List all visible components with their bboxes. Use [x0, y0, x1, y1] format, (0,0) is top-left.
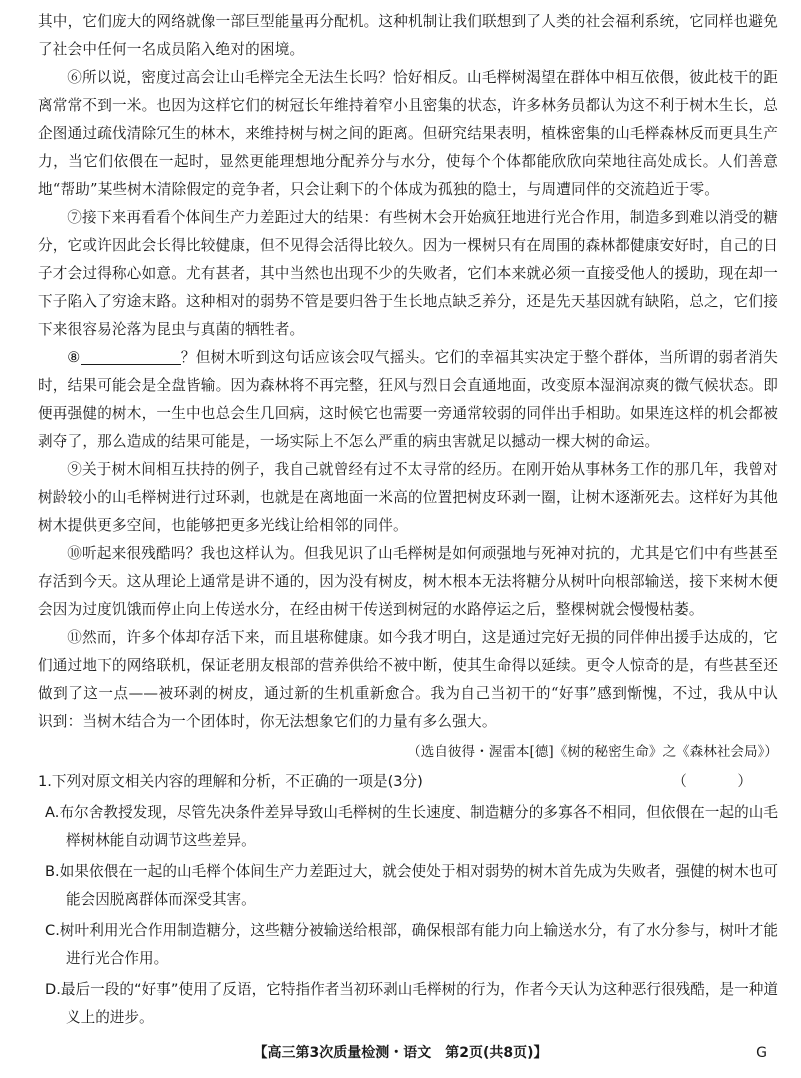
version-code: G — [756, 1045, 767, 1061]
paragraph-8-number: ⑧ — [67, 349, 81, 366]
paragraph-8-text: ？但树木听到这句话应该会叹气摇头。它们的幸福其实决定于整个群体，当所谓的弱者消失时，结果可能会是全盘皆输。因为森林将不再完整，狂风与烈日会直通地面，改变原本湿润凉爽的微气候状态。即便再强健的树木，一生中也总会生几回病，这时候它也需要一旁通常较弱的同伴出手相助。如果连这样的机会都被剥夺了，那么造成的结果可能是，一场实际上不怎么严重的病虫害就足以撼动一棵大树的命运。 — [38, 349, 778, 450]
option-b: B.如果依偎在一起的山毛榉个体间生产力差距过大，就会使处于相对弱势的树木首先成为失败者，强健的树木也可能会因脱离群体而深受其害。 — [45, 863, 778, 908]
page-footer — [0, 1041, 801, 1065]
footer-title: 【高三第3次质量检测・语文 第2页(共8页)】 — [253, 1045, 548, 1061]
paragraph-9: ⑨关于树木间相互扶持的例子，我自己就曾经有过不太寻常的经历。在刚开始从事林务工作的那几年，我曾对树龄较小的山毛榉树进行过环剥，也就是在离地面一米高的位置把树皮环剥一圈，让树木逐渐死去。这样好为其他树木提供更多空间，也能够把更多光线让给相邻的同伴。 — [38, 461, 778, 534]
option-c: C.树叶利用光合作用制造糖分，这些糖分被输送给根部，确保根部有能力向上输送水分，有了水分参与，树叶才能进行光合作用。 — [45, 922, 778, 967]
paragraph-11: ⑪然而，许多个体却存活下来，而且堪称健康。如今我才明白，这是通过完好无损的同伴伸出援手达成的，它们通过地下的网络联机，保证老朋友根部的营养供给不被中断，使其生命得以延续。更令人惊奇的是，有些甚至还做到了这一点——被环剥的树皮，通过新的生机重新愈合。我为自己当初干的“好事”感到惭愧，不过，我从中认识到：当树木结合为一个团体时，你无法想象它们的力量有多么强大。 — [38, 629, 778, 730]
paragraph-10: ⑩听起来很残酷吗？我也这样认为。但我见识了山毛榉树是如何顽强地与死神对抗的，尤其是它们中有些甚至存活到今天。这从理论上通常是讲不通的，因为没有树皮，树木根本无法将糖分从树叶向根部输送，接下来树木便会因为过度饥饿而停止向上传送水分，在经由树干传送到树冠的水路停运之后，整棵树就会慢慢枯萎。 — [38, 545, 778, 618]
source-citation: （选自彼得・渥雷本[德]《树的秘密生命》之《森林社会局》） — [407, 744, 778, 760]
answer-parentheses[interactable]: （ ） — [672, 773, 770, 790]
fill-in-blank[interactable] — [81, 346, 181, 365]
paragraph-8 — [38, 344, 778, 456]
question-1 — [38, 768, 778, 796]
option-a: A.布尔舍教授发现，尽管先决条件差异导致山毛榉树的生长速度、制造糖分的多寡各不相同，但依偎在一起的山毛榉树林能自动调节这些差异。 — [45, 804, 778, 849]
passage-content — [38, 8, 778, 1032]
paragraph-7: ⑦接下来再看看个体间生产力差距过大的结果：有些树木会开始疯狂地进行光合作用，制造多到难以消受的糖分，它或许因此会长得比较健康，但不见得会活得比较久。因为一棵树只有在周围的森林都健康安好时，自己的日子才会过得称心如意。尤有甚者，其中当然也出现不少的失败者，它们本来就必须一直接受他人的援助，现在却一下子陷入了穷途末路。这种相对的弱势不管是要归咎于生长地点缺乏养分，还是先天基因就有缺陷，总之，它们接下来很容易沦落为昆虫与真菌的牺牲者。 — [38, 209, 778, 338]
paragraph-6: ⑥所以说，密度过高会让山毛榉完全无法生长吗？恰好相反。山毛榉树渴望在群体中相互依偎，彼此枝干的距离常常不到一米。也因为这样它们的树冠长年维持着窄小且密集的状态，许多林务员都认为这不利于树木生长，总企图通过疏伐清除冗生的林木，来维持树与树之间的距离。但研究结果表明，植株密集的山毛榉森林反而更具生产力，当它们依偎在一起时，显然更能理想地分配养分与水分，使每个个体都能欣欣向荣地往高处成长。人们善意地“帮助”某些树木清除假定的竞争者，只会让剩下的个体成为孤独的隐士，与周遭同伴的交流趋近于零。 — [38, 69, 778, 198]
option-d: D.最后一段的“好事”使用了反语，它特指作者当初环剥山毛榉树的行为，作者今天认为这种恶行很残酷，是一种道义上的进步。 — [45, 981, 778, 1026]
paragraph-continued: 其中，它们庞大的网络就像一部巨型能量再分配机。这种机制让我们联想到了人类的社会福利系统，它同样也避免了社会中任何一名成员陷入绝对的困境。 — [38, 13, 778, 58]
question-stem: 1.下列对原文相关内容的理解和分析，不正确的一项是(3分) — [38, 773, 423, 790]
